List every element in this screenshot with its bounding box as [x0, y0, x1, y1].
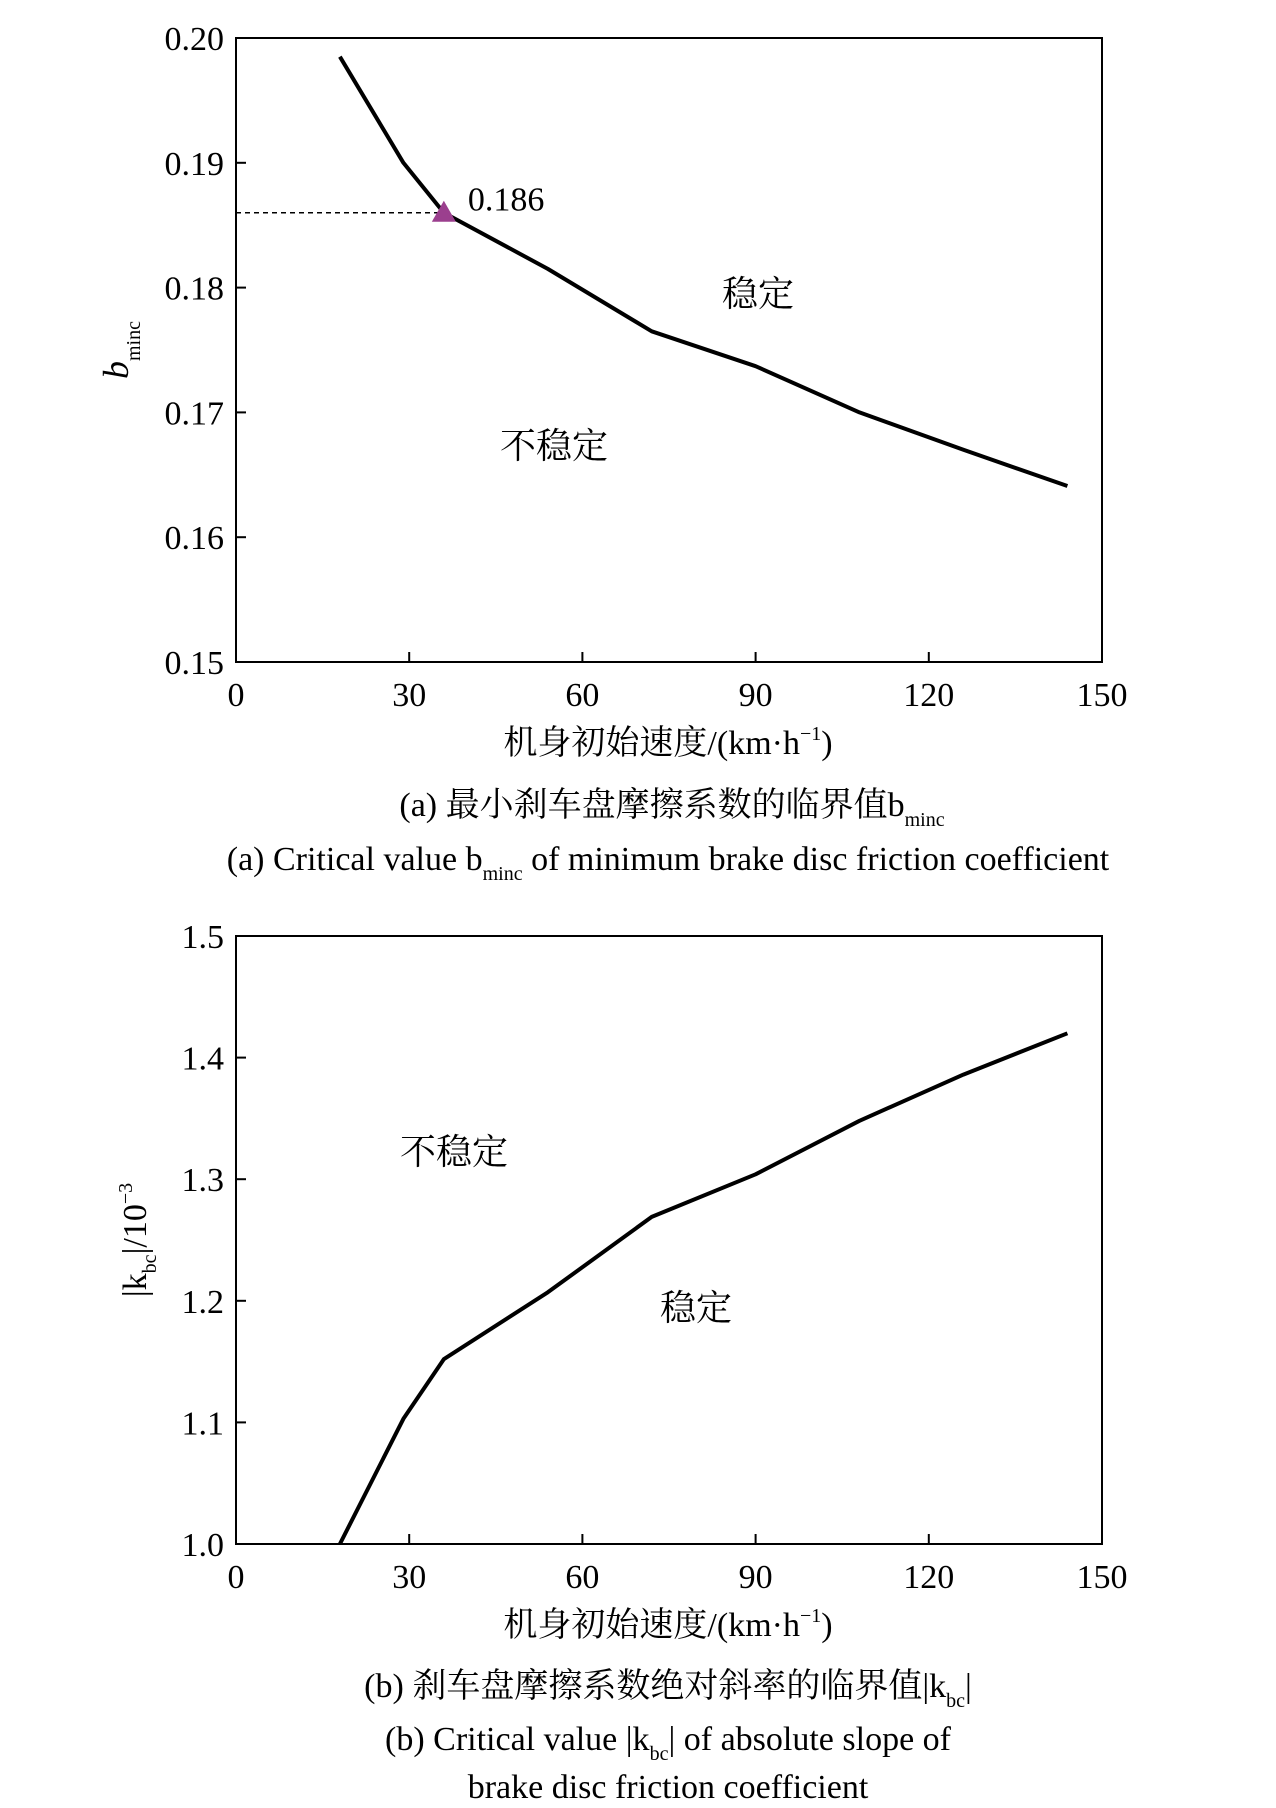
x-tick-label: 150: [1076, 677, 1128, 714]
chart-a-caption-en: (a) Critical value $b_{minc}$ of minimum brake disc friction coefficient: [226, 841, 1110, 885]
x-tick-label: 90: [738, 677, 773, 714]
chart-a-y-ticks: [165, 21, 247, 682]
y-tick-label: 1.4: [181, 1040, 224, 1078]
y-tick-label: 1.5: [181, 919, 224, 956]
chart-b: [115, 919, 1128, 1806]
x-tick-label: 90: [738, 1559, 773, 1596]
x-tick-label: 30: [392, 1559, 427, 1596]
chart-a-caption-cn: (a) 最小刹车盘摩擦系数的临界值$b_{minc}$: [399, 787, 945, 831]
chart-b-caption-en-line1: (b) Critical value $|k_{bc}|$ of absolute slope of: [385, 1721, 951, 1765]
chart-a-frame: [236, 38, 1102, 662]
chart-a: [96, 21, 1128, 885]
chart-a-x-axis-label: 机身初始速度$/(km\cdot h^{-1})$: [503, 723, 833, 762]
chart-b-unstable-label: 不稳定: [400, 1132, 509, 1172]
chart-b-y-axis-label: $|k_{bc}|/10^{-3}$: [115, 1182, 161, 1298]
x-tick-label: 30: [392, 677, 427, 714]
chart-a-unstable-label: 不稳定: [500, 426, 609, 466]
chart-b-x-axis-label: 机身初始速度$/(km\cdot h^{-1})$: [503, 1605, 833, 1644]
y-tick-label: 0.18: [164, 270, 224, 308]
chart-b-frame: [236, 936, 1102, 1544]
y-tick-label: 1.0: [181, 1527, 224, 1564]
chart-b-caption-en-line2: brake disc friction coefficient: [467, 1769, 869, 1806]
x-tick-label: 120: [903, 677, 955, 714]
y-tick-label: 0.20: [164, 21, 224, 58]
y-tick-label: 0.17: [164, 395, 224, 433]
chart-a-stable-label: 稳定: [722, 274, 795, 314]
x-tick-label: 120: [903, 1559, 955, 1596]
y-tick-label: 0.15: [164, 645, 224, 682]
x-tick-label: 0: [227, 677, 245, 714]
y-tick-label: 1.1: [181, 1405, 224, 1443]
chart-a-marker-label: 0.186: [467, 181, 545, 219]
x-tick-label: 150: [1076, 1559, 1128, 1596]
chart-a-y-axis-label: bminc: [96, 321, 145, 379]
y-tick-label: 0.19: [164, 145, 224, 183]
chart-b-caption-cn: (b) 刹车盘摩擦系数绝对斜率的临界值$|k_{bc}|$: [364, 1668, 972, 1712]
y-tick-label: 1.3: [181, 1162, 224, 1200]
x-tick-label: 60: [565, 1559, 600, 1596]
x-tick-label: 0: [227, 1559, 245, 1596]
y-tick-label: 0.16: [164, 520, 224, 558]
y-tick-label: 1.2: [181, 1283, 224, 1321]
x-tick-label: 60: [565, 677, 600, 714]
chart-b-stable-label: 稳定: [660, 1288, 733, 1328]
chart-a-series-line: [340, 57, 1068, 486]
